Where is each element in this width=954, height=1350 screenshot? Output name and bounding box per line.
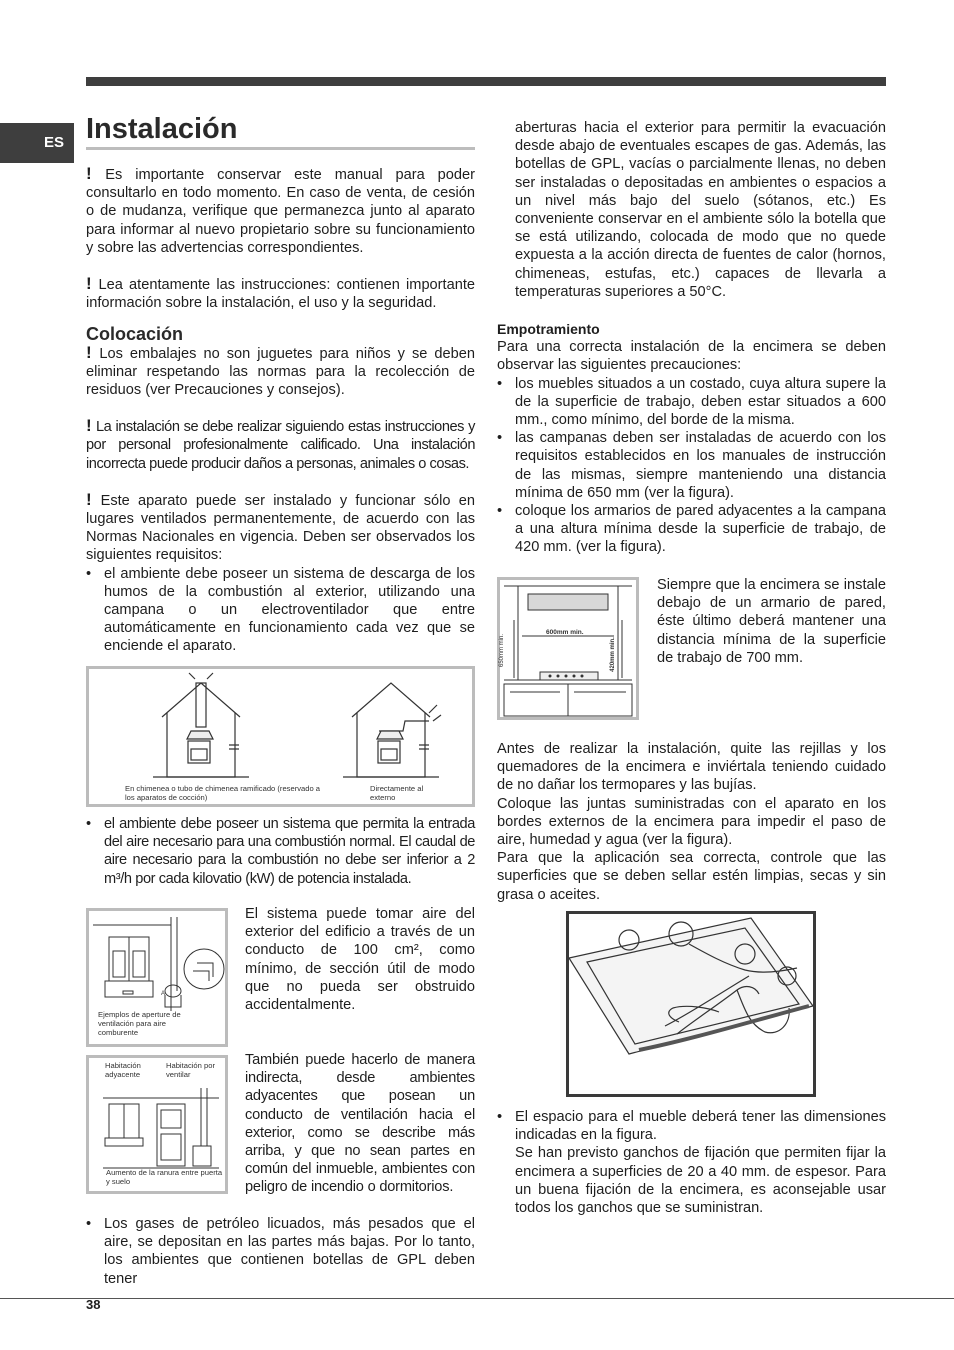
figure-ventilation-openings	[86, 908, 228, 1047]
figure-caption-chimney: En chimenea o tubo de chimenea ramificado (reservado a los aparatos de cocción)	[125, 784, 321, 802]
figure-caption-ventilation: Ejemplos de aperture de ventilación para aire comburente	[98, 1010, 181, 1037]
bullet-side-furniture: • los muebles situados a un costado, cuya altura supere la de la superficie de trabajo, deben estar situados a 600 mm., como mínimo, del borde de la misma.	[497, 375, 886, 430]
left-bullet-gpl	[86, 1215, 475, 1288]
paragraph-gpl-continued: aberturas hacia el exterior para permitir la evacuación desde abajo de eventuales escapes de gas. Además, las botellas de GPL, vacías o parcialmente llenas, no deben ser instaladas o depositadas en ambientes o espacios a un nivel más bajo del suelo (sótanos, etc.) Es conveniente conservar en el ambiente sólo la botella que se está utilizando, colocada de modo que no quede expuesta a la acción directa de fuentes de calor (hornos, chimeneas, estufas, etc.) capaces de llevarla a temperaturas superiores a 50°C.	[515, 120, 886, 300]
paragraph-before-install: Antes de realizar la instalación, quite las rejillas y los quemadores de la encimera e inviértala teniendo cuidado de no dañar los termopares y las bujías.	[497, 741, 886, 794]
figure-caption-external: Directamente al externo	[370, 784, 424, 802]
figure-clearances	[497, 577, 639, 720]
label-650mm: 650mm min.	[499, 633, 506, 668]
page-number: 38	[86, 1297, 101, 1312]
title-underline	[86, 147, 475, 150]
right-furniture-bullet	[497, 1108, 886, 1217]
figure-caption-door-gap: Aumento de la ranura entre puerta y suelo	[106, 1168, 223, 1186]
right-continuation	[497, 119, 886, 301]
paragraph-external-duct: El sistema puede tomar aire del exterior del edificio a través de un conducto de 100 cm², como mínimo, de sección útil de modo que no pueda ser obstruido accidentalmente.	[245, 906, 475, 1014]
paragraph-wall-cabinet: Siempre que la encimera se instale debajo de un armario de pared, éste último deberá mantener una distancia mínima de la superficie de trabajo de 700 mm.	[657, 577, 886, 666]
label-a: A	[161, 991, 166, 997]
paragraph-clean-surfaces: Para que la aplicación sea correcta, controle que las superficies que se deben sellar estén limpias, secas y sin grasa o aceites.	[497, 850, 886, 903]
colocacion-heading: Colocación	[86, 324, 184, 345]
paragraph-qualified-staff: La instalación se debe realizar siguiendo estas instrucciones y por personal profesionalmente calificado. Una instalación incorrecta puede producir daños a personas, animales o cosas.	[86, 419, 475, 472]
bullet-exhaust: • el ambiente debe poseer un sistema de descarga de los humos de la combustión al exterior, utilizando una campana o un electroventilador que entre automáticamente en funcionamiento cada vez que se enciende el aparato.	[86, 565, 475, 656]
header-bar	[86, 77, 886, 86]
left-bullet-air	[86, 815, 475, 888]
paragraph-seals: Coloque las juntas suministradas con el aparato en los bordes externos de la encimera para impedir el paso de aire, humedad y agua (ver la figura).	[497, 795, 886, 849]
text-furniture-dimensions: El espacio para el mueble deberá tener las dimensiones indicadas en la figura.	[515, 1109, 886, 1144]
paragraph-read-instructions: Lea atentamente las instrucciones: contienen importante información sobre la instalación, el uso y la seguridad.	[86, 277, 475, 312]
bullet-hoods: • las campanas deben ser instaladas de acuerdo con los requisitos establecidos en los manuales de instrucción de las mismas, siempre manteniendo una distancia mínima de 650 mm (ver la figura).	[497, 429, 886, 502]
paragraph-keep-manual: Es importante conservar este manual para poder consultarlo en todo momento. En caso de venta, de cesión o de mudanza, verifique que permanezca junto al aparato para informar al nuevo propietario sobre su funcionamiento y sobre las advertencias correspondientes.	[86, 167, 475, 256]
figure-adjacent-room	[86, 1055, 228, 1194]
right-installation	[497, 740, 886, 904]
bullet-air-intake: • el ambiente debe poseer un sistema que permita la entrada del aire necesario para una combustión normal. El caudal de aire necesario para la combustión no debe ser inferior a 2 m³/h por cada kilovatio (kW) de potencia instalada.	[86, 815, 475, 888]
left-intro: ! Es importante conservar este manual para poder consultarlo en todo momento. En caso de venta, de cesión o de mudanza, verifique que permanezca junto al aparato para informar al nuevo propietario sobre su funcionamiento y sobre las advertencias correspondientes. ! Lea atentamente las instrucciones: contienen importante información sobre la instalación, el uso y la seguridad. Colocación ! Los embalajes no son juguetes para niños y se deben eliminar respetando las normas para la recolección de residuos (ver Precauciones y consejos). ! La instalación se debe realizar siguiendo estas instrucciones y por personal profesionalmente calificado. Una instalación incorrecta puede producir daños a personas, animales o cosas. ! Este aparato puede ser instalado y funcionar sólo en lugares ventilados permanentemente, de acuerdo con las Normas Nacionales en vigencia. Deben ser observados los siguientes requisitos: • el ambiente debe poseer un sistema de descarga de los humos de la combustión al exterior, utilizando una campana o un electroventilador que entre automáticamente en funcionamiento cada vez que se enciende el aparato.	[86, 165, 475, 656]
page-title: Instalación	[86, 113, 238, 145]
text-fixing-hooks: Se han previsto ganchos de fijación que permiten fijar la encimera a superficies de 20 a 40 mm. de espesor. Para un buena fijación de la encimera, es aconsejable usar todos los ganchos que se suministran.	[515, 1145, 886, 1217]
p-external-duct	[245, 905, 475, 1014]
paragraph-indirect: También puede hacerlo de manera indirecta, desde ambientes adyacentes que posean un conducto de ventilación hacia el exterior, como se describe más arriba, y que no sean partes en común del inmueble, ambientes con peligro de incendio o dormitorios.	[245, 1052, 475, 1196]
paragraph-ventilated: Este aparato puede ser instalado y funcionar sólo en lugares ventilados permanentemente, de acuerdo con las Normas Nacionales en vigencia. Deben ser observados los siguientes requisitos:	[86, 492, 475, 564]
figure-exhaust-houses	[86, 666, 475, 807]
figure-applying-seal	[566, 911, 816, 1097]
figure-caption-adjacent: Habitación adyacente	[105, 1061, 141, 1079]
figure-caption-to-ventilate: Habitación por ventilar	[166, 1061, 215, 1079]
p-wall-cabinet	[657, 576, 886, 667]
p-indirect	[245, 1051, 475, 1197]
label-420mm: 420mm min.	[609, 637, 616, 672]
footer-rule	[0, 1298, 954, 1299]
bullet-furniture-space	[497, 1108, 886, 1217]
empotramiento-heading: Empotramiento	[497, 321, 600, 337]
label-600mm: 600mm min.	[546, 629, 584, 636]
paragraph-empotramiento-intro: Para una correcta instalación de la encimera se deben observar las siguientes precauciones:	[497, 339, 886, 374]
bullet-wall-cabinets: • coloque los armarios de pared adyacentes a la campana a una altura mínima desde la superficie de trabajo, de 420 mm. (ver la figura).	[497, 502, 886, 557]
bullet-gpl: • Los gases de petróleo licuados, más pesados que el aire, se depositan en las partes más bajas. Por lo tanto, los ambientes que contienen botellas de GPL deben tener	[86, 1215, 475, 1288]
language-tab: ES	[0, 123, 74, 163]
paragraph-packaging: Los embalajes no son juguetes para niños y se deben eliminar respetando las normas para la recolección de residuos (ver Precauciones y consejos).	[86, 345, 475, 399]
right-empotramiento	[497, 320, 886, 557]
